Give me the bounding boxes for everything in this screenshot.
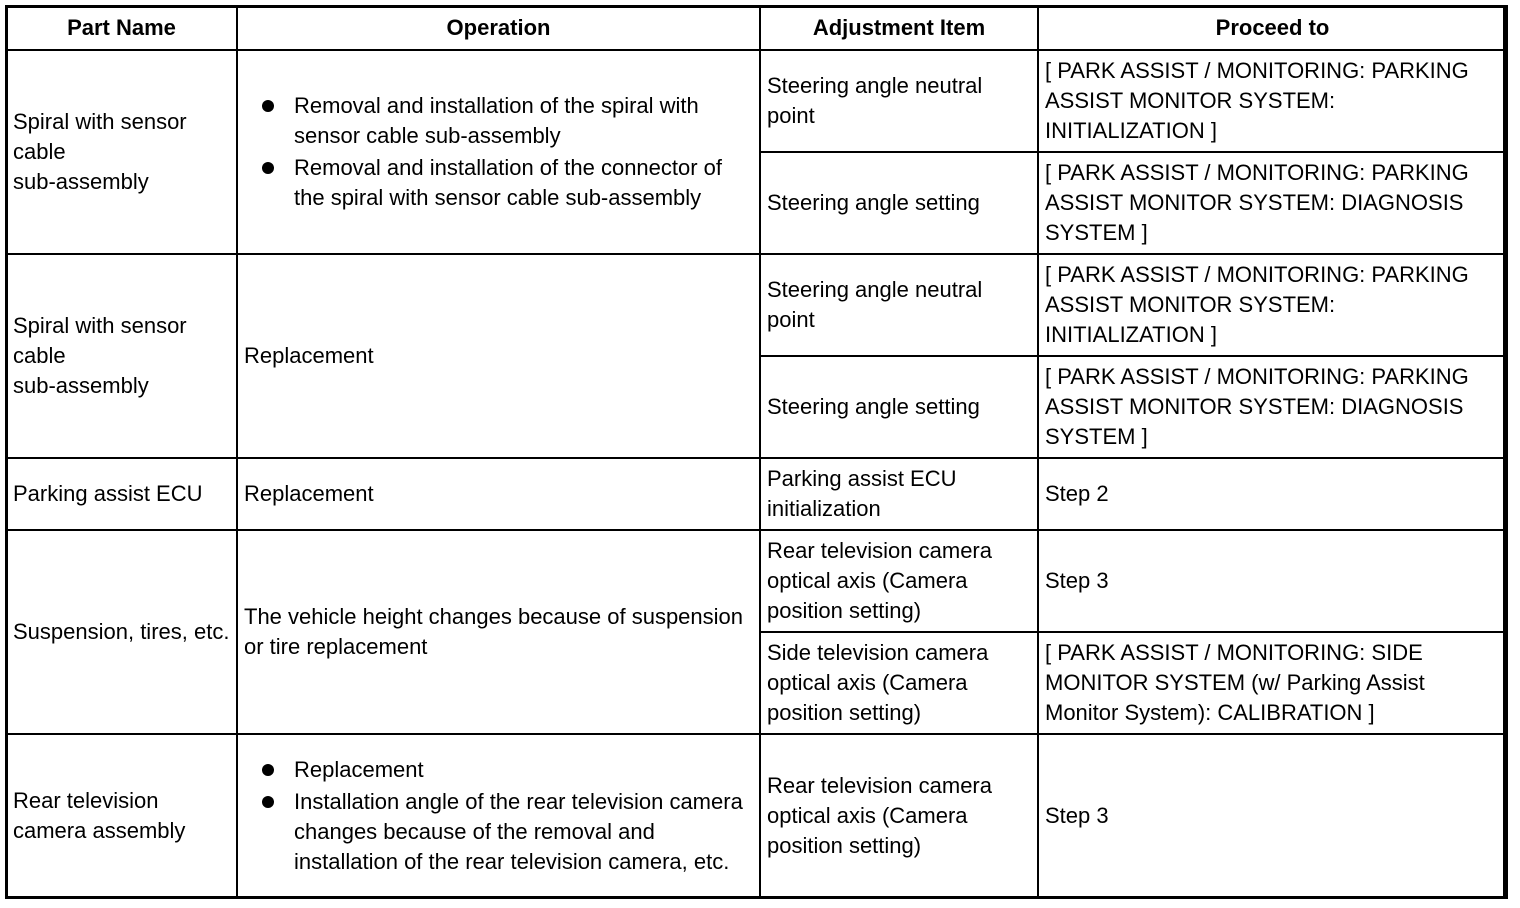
part-name-cell: Rear television camera assembly bbox=[6, 734, 237, 898]
header-adjustment-item: Adjustment Item bbox=[760, 6, 1038, 50]
operation-cell: Replacement bbox=[237, 254, 760, 458]
proceed-to-cell: [ PARK ASSIST / MONITORING: PARKING ASSIST MONITOR SYSTEM: DIAGNOSIS SYSTEM ] bbox=[1038, 152, 1507, 254]
operation-cell: The vehicle height changes because of suspension or tire replacement bbox=[237, 530, 760, 734]
operation-bullet: Removal and installation of the connector of the spiral with sensor cable sub-assembly bbox=[244, 153, 753, 213]
part-name-cell: Parking assist ECU bbox=[6, 458, 237, 530]
adjustment-item-cell: Steering angle setting bbox=[760, 356, 1038, 458]
proceed-to-cell: [ PARK ASSIST / MONITORING: PARKING ASSIST MONITOR SYSTEM: DIAGNOSIS SYSTEM ] bbox=[1038, 356, 1507, 458]
operation-bullet: Removal and installation of the spiral with sensor cable sub-assembly bbox=[244, 91, 753, 151]
part-name-cell: Suspension, tires, etc. bbox=[6, 530, 237, 734]
adjustment-item-cell: Rear television camera optical axis (Camera position setting) bbox=[760, 530, 1038, 632]
part-name-cell: Spiral with sensor cable sub-assembly bbox=[6, 254, 237, 458]
proceed-to-cell: Step 2 bbox=[1038, 458, 1507, 530]
operation-cell: Replacement bbox=[237, 458, 760, 530]
adjustment-item-cell: Steering angle setting bbox=[760, 152, 1038, 254]
operation-bullet: Replacement bbox=[244, 755, 753, 785]
adjustment-item-cell: Parking assist ECU initialization bbox=[760, 458, 1038, 530]
table-outer-border bbox=[5, 5, 1506, 899]
header-operation: Operation bbox=[237, 6, 760, 50]
part-name-cell: Spiral with sensor cable sub-assembly bbox=[6, 50, 237, 254]
proceed-to-cell: Step 3 bbox=[1038, 734, 1507, 898]
header-proceed-to: Proceed to bbox=[1038, 6, 1507, 50]
adjustment-item-cell: Side television camera optical axis (Camera position setting) bbox=[760, 632, 1038, 734]
proceed-to-cell: [ PARK ASSIST / MONITORING: SIDE MONITOR SYSTEM (w/ Parking Assist Monitor System): CALIBRATION ] bbox=[1038, 632, 1507, 734]
proceed-to-cell: [ PARK ASSIST / MONITORING: PARKING ASSIST MONITOR SYSTEM: INITIALIZATION ] bbox=[1038, 254, 1507, 356]
adjustment-item-cell: Rear television camera optical axis (Camera position setting) bbox=[760, 734, 1038, 898]
header-part-name: Part Name bbox=[6, 6, 237, 50]
adjustment-item-cell: Steering angle neutral point bbox=[760, 50, 1038, 152]
operation-bullet: Installation angle of the rear television camera changes because of the removal and installation of the rear television camera, etc. bbox=[244, 787, 753, 877]
adjustment-item-cell: Steering angle neutral point bbox=[760, 254, 1038, 356]
proceed-to-cell: Step 3 bbox=[1038, 530, 1507, 632]
proceed-to-cell: [ PARK ASSIST / MONITORING: PARKING ASSIST MONITOR SYSTEM: INITIALIZATION ] bbox=[1038, 50, 1507, 152]
